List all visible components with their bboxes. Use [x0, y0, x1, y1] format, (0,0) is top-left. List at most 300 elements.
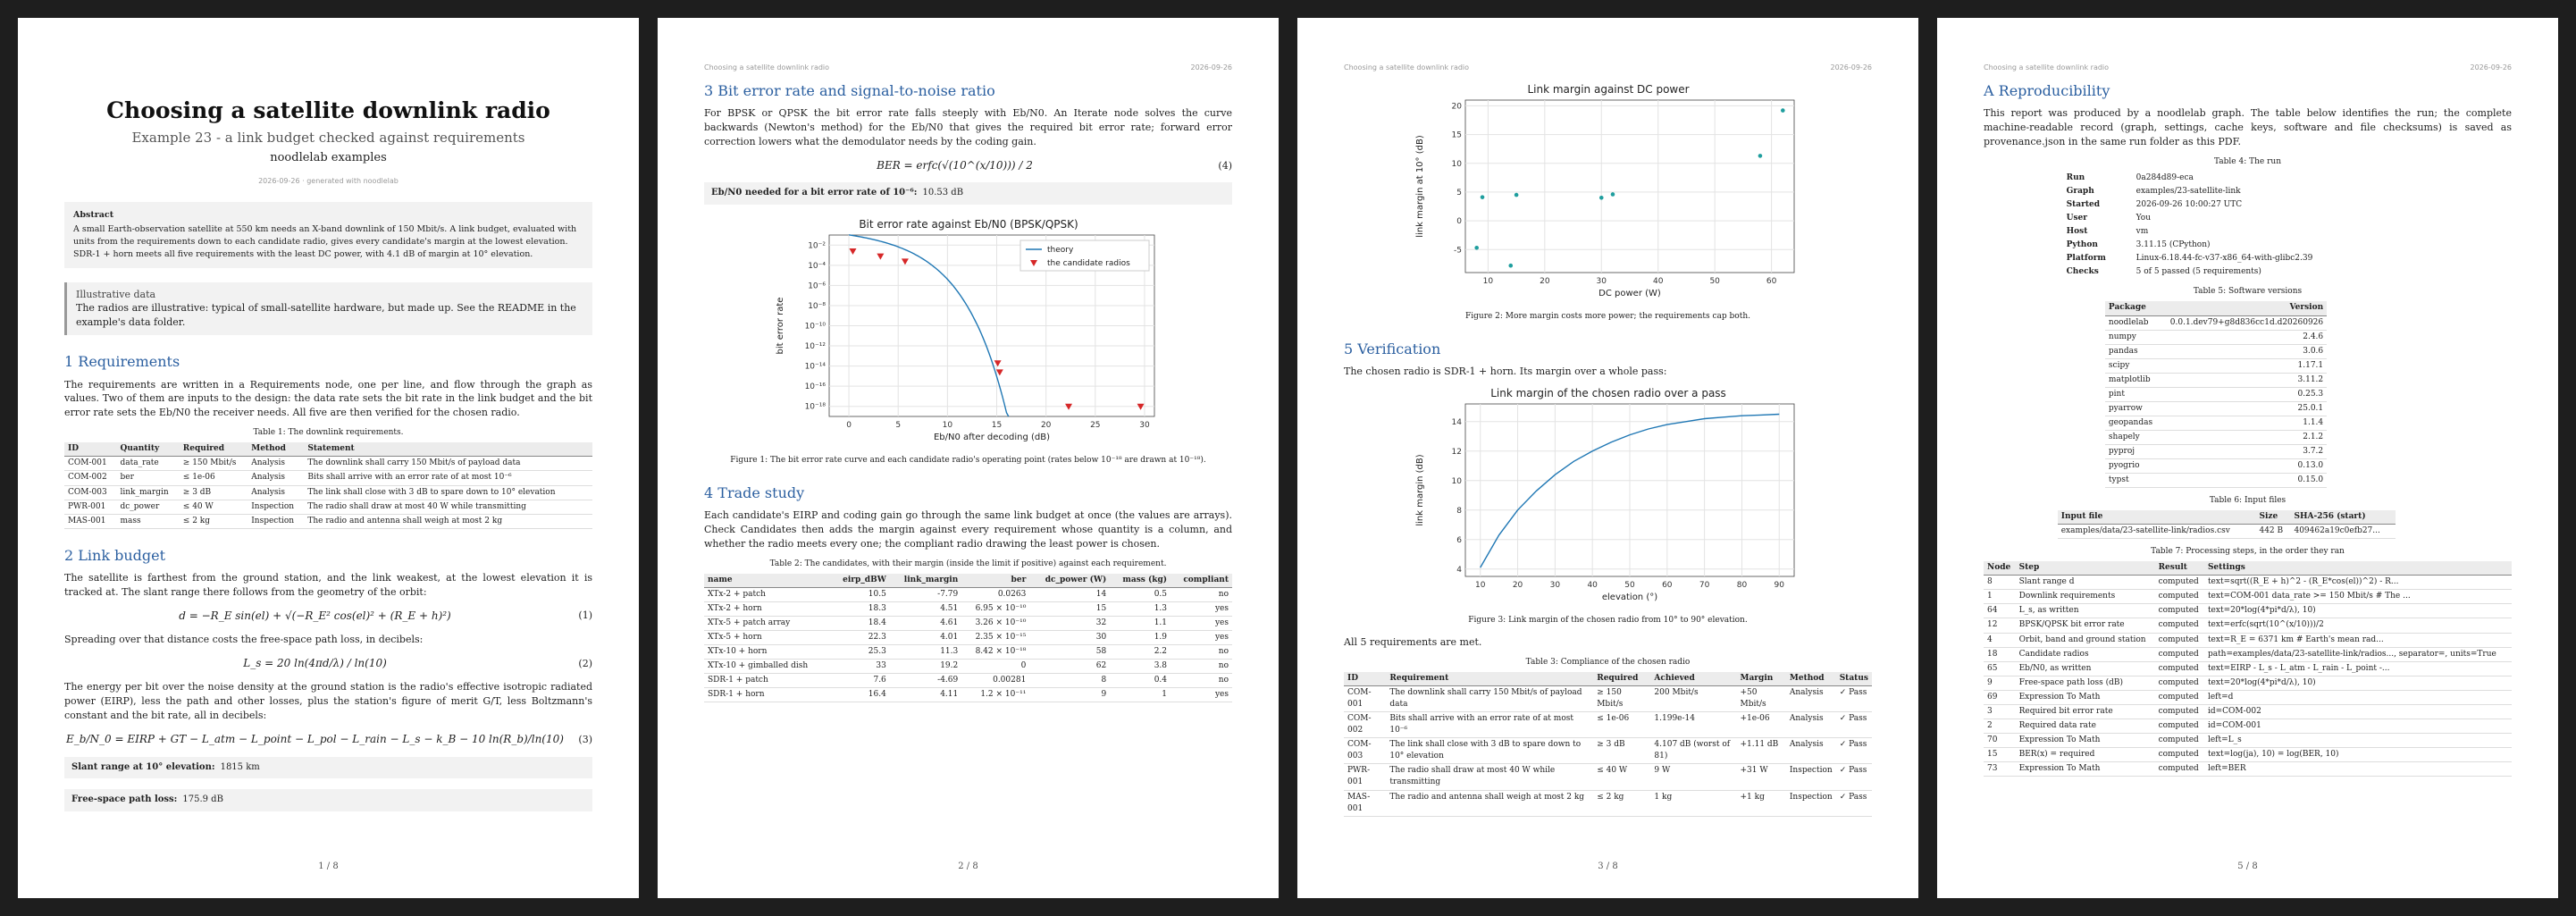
table-row — [2105, 358, 2327, 373]
table-cell: Orbit, band and ground station — [2016, 633, 2155, 647]
y-tick-label: 15 — [1451, 130, 1462, 140]
table-cell: 3 — [1984, 704, 2016, 719]
table-cell: 4.61 — [890, 617, 961, 631]
column-header: Quantity — [116, 442, 179, 457]
table-cell: Analysis — [248, 457, 304, 471]
equation-number: (3) — [578, 733, 592, 745]
table-cell: 0.5 — [1110, 587, 1171, 601]
column-header: Margin — [1736, 672, 1785, 686]
table-row — [2063, 252, 2390, 265]
table-cell: 0.0.1.dev79+g8d836cc1d.d20260926 — [2159, 315, 2327, 330]
figure-margin-power — [1344, 80, 1872, 304]
page-3 — [1297, 18, 1918, 898]
column-header: Statement — [304, 442, 592, 457]
margin-pass-chart — [1412, 384, 1805, 603]
data-point — [1758, 154, 1762, 158]
table-cell: XTx-5 + patch array — [704, 617, 830, 631]
table-cell: 0.15.0 — [2159, 474, 2327, 488]
x-tick-label: 80 — [1736, 581, 1747, 591]
table-cell: Slant range d — [2016, 576, 2155, 590]
table-cell: mass — [116, 514, 179, 528]
table-cell: COM-003 — [1344, 738, 1386, 764]
table-cell: computed — [2155, 704, 2204, 719]
equation-number: (1) — [578, 609, 592, 622]
table-cell: 4.11 — [890, 688, 961, 702]
table-cell: geopandas — [2105, 416, 2159, 430]
paragraph: This report was produced by a noodlelab graph. The table below identifies the run; the complete machine-readable record (graph, settings, cache keys, software and file checksums) is saved as provenance.json in the same run folder as this PDF. — [1984, 107, 2512, 148]
table-cell: Candidate radios — [2016, 647, 2155, 661]
table-cell: 58 — [1029, 645, 1110, 660]
table-cell: Bits shall arrive with an error rate of at most 10⁻⁶ — [1386, 712, 1593, 738]
illustrative-note — [64, 282, 592, 336]
table-cell: XTx-10 + gimballed dish — [704, 660, 830, 674]
table-cell: The link shall close with 3 dB to spare down to 10° elevation — [1386, 738, 1593, 764]
y-axis-label: link margin at 10° (dB) — [1414, 135, 1425, 238]
data-point — [1508, 264, 1513, 268]
table-cell: 0.00281 — [961, 674, 1029, 688]
table-cell: text=R_E = 6371 km # Earth's mean rad... — [2204, 633, 2512, 647]
requirements-table — [64, 442, 592, 528]
table-cell: computed — [2155, 576, 2204, 590]
plot-frame — [1465, 100, 1794, 273]
table-cell: 14 — [1029, 587, 1110, 601]
table-cell: ber — [116, 471, 179, 485]
table-cell: text=20*log(4*pi*d/λ), 10) — [2204, 604, 2512, 618]
table-cell: pyarrow — [2105, 401, 2159, 416]
abstract-heading: Abstract — [73, 210, 114, 221]
page-1 — [18, 18, 639, 898]
table-row — [704, 602, 1232, 617]
figure-caption: Figure 2: More margin costs more power; the requirements cap both. — [1465, 311, 1750, 321]
figure-margin-pass — [1344, 384, 1872, 608]
table-cell: BPSK/QPSK bit error rate — [2016, 618, 2155, 633]
column-header: Version — [2159, 301, 2327, 315]
table-cell: XTx-2 + patch — [704, 587, 830, 601]
column-header: Required — [1593, 672, 1650, 686]
table-cell: 64 — [1984, 604, 2016, 618]
table-cell: matplotlib — [2105, 373, 2159, 387]
table-row — [2063, 212, 2390, 225]
table-cell: ✓ Pass — [1836, 764, 1872, 790]
x-tick-label: 50 — [1708, 277, 1720, 286]
paragraph: The chosen radio is SDR-1 + horn. Its margin over a whole pass: — [1344, 366, 1667, 378]
input-files-table — [2058, 510, 2396, 539]
figure-caption: Figure 3: Link margin of the chosen radio from 10° to 90° elevation. — [1468, 616, 1748, 626]
running-title: Choosing a satellite downlink radio — [1984, 63, 2110, 71]
paragraph: For BPSK or QPSK the bit error rate falls steeply with Eb/N0. An Iterate node solves the curve backwards (Newton's method) for the Eb/N0 that gives the required bit error rate; forward error correction lowers what the demodulator needs by the coding gain. — [704, 107, 1232, 148]
table-cell: scipy — [2105, 358, 2159, 373]
table-cell: 4.107 dB (worst of 81) — [1650, 738, 1736, 764]
y-tick-label: 0 — [1456, 217, 1462, 227]
table-row — [2105, 458, 2327, 473]
table-cell: XTx-5 + horn — [704, 631, 830, 645]
table-cell: +50 Mbit/s — [1736, 686, 1785, 712]
x-tick-label: 0 — [845, 420, 852, 430]
table-row — [1344, 790, 1872, 816]
column-header: Method — [248, 442, 304, 457]
table-row — [1984, 590, 2512, 604]
table-caption: Table 4: The run — [2214, 157, 2281, 166]
table-row — [1344, 764, 1872, 790]
candidates-table — [704, 574, 1232, 702]
x-tick-label: 60 — [1661, 581, 1673, 591]
equation — [64, 732, 592, 747]
table-cell: BER(x) = required — [2016, 747, 2155, 761]
candidate-point — [901, 258, 908, 265]
table-cell: 9 W — [1650, 764, 1736, 790]
table-cell: XTx-2 + horn — [704, 602, 830, 617]
table-cell: +1.11 dB — [1736, 738, 1785, 764]
data-point — [1480, 195, 1484, 199]
y-tick-label: 10 — [1451, 159, 1462, 169]
table-row — [1344, 712, 1872, 738]
table-cell: Analysis — [1786, 738, 1836, 764]
table-cell: text=log(ja), 10) = log(BER, 10) — [2204, 747, 2512, 761]
equation — [704, 158, 1232, 173]
table-cell: 12 — [1984, 618, 2016, 633]
table-cell: 22.3 — [830, 631, 890, 645]
table-cell: XTx-10 + horn — [704, 645, 830, 660]
table-cell: COM-003 — [64, 485, 116, 500]
table-row — [704, 688, 1232, 702]
chart-title: Link margin of the chosen radio over a pass — [1489, 387, 1726, 400]
table-row — [2105, 430, 2327, 444]
table-cell: ≤ 2 kg — [1593, 790, 1650, 816]
table-cell: shapely — [2105, 430, 2159, 444]
table-cell: Bits shall arrive with an error rate of at most 10⁻⁶ — [304, 471, 592, 485]
table-cell: Inspection — [248, 500, 304, 514]
y-tick-label: 8 — [1456, 506, 1462, 516]
column-header: link_margin — [890, 574, 961, 588]
compliance-table — [1344, 672, 1872, 817]
table-row — [2105, 330, 2327, 344]
x-tick-label: 5 — [894, 420, 901, 430]
table-cell: computed — [2155, 747, 2204, 761]
table-row — [2063, 225, 2390, 239]
column-header: ber — [961, 574, 1029, 588]
page-2 — [658, 18, 1279, 898]
column-header: Achieved — [1650, 672, 1736, 686]
table-cell: text=sqrt((R_E + h)^2 - (R_E*cos(el))^2) - R... — [2204, 576, 2512, 590]
table-cell: computed — [2155, 733, 2204, 747]
chart-title: Bit error rate against Eb/N0 (BPSK/QPSK) — [858, 217, 1078, 231]
x-tick-label: 30 — [1549, 581, 1560, 591]
table-cell: pint — [2105, 387, 2159, 401]
table-cell: 3.26 × 10⁻¹⁰ — [961, 617, 1029, 631]
table-cell: text=COM-001 data_rate >= 150 Mbit/s # The ... — [2204, 590, 2512, 604]
equation — [64, 656, 592, 671]
table-row — [1984, 618, 2512, 633]
column-header: mass (kg) — [1110, 574, 1171, 588]
table-row — [2105, 344, 2327, 358]
table-cell: Eb/N0, as written — [2016, 661, 2155, 676]
table-row — [1984, 761, 2512, 776]
table-cell: Python — [2066, 240, 2098, 250]
table-cell: COM-001 — [64, 457, 116, 471]
x-tick-label: 30 — [1596, 277, 1607, 286]
data-point — [1514, 193, 1518, 197]
data-point — [1598, 196, 1603, 200]
table-cell: ✓ Pass — [1836, 790, 1872, 816]
table-cell: 1 — [1110, 688, 1171, 702]
table-cell: left=L_s — [2204, 733, 2512, 747]
column-header: compliant — [1171, 574, 1232, 588]
table-caption: Table 3: Compliance of the chosen radio — [1525, 658, 1691, 668]
candidate-point — [849, 248, 856, 255]
table-cell: 18.3 — [830, 602, 890, 617]
section-heading: 3 Bit error rate and signal-to-noise ratio — [704, 82, 995, 99]
table-row — [2063, 198, 2390, 212]
column-header: Size — [2255, 510, 2290, 525]
table-cell: -4.69 — [890, 674, 961, 688]
table-cell: Required data rate — [2016, 719, 2155, 733]
table-row — [1984, 576, 2512, 590]
table-cell: computed — [2155, 661, 2204, 676]
table-cell: text=20*log(4*pi*d/λ), 10) — [2204, 676, 2512, 690]
table-cell: 1 — [1984, 590, 2016, 604]
table-cell: 69 — [1984, 690, 2016, 704]
table-cell: 1.199e-14 — [1650, 712, 1736, 738]
result-value: 1815 km — [220, 761, 260, 772]
candidate-point — [877, 254, 884, 260]
y-tick-label: 14 — [1451, 417, 1462, 427]
table-row — [1984, 719, 2512, 733]
y-tick-label: 12 — [1451, 447, 1462, 457]
table-cell: 1.1.4 — [2159, 416, 2327, 430]
table-cell: 2.4.6 — [2159, 330, 2327, 344]
column-header: eirp_dBW — [830, 574, 890, 588]
table-cell: 2.1.2 — [2159, 430, 2327, 444]
table-row — [2063, 185, 2390, 198]
table-cell: COM-001 — [1344, 686, 1386, 712]
running-header — [704, 63, 1232, 73]
page-number: 2 / 8 — [958, 861, 978, 871]
section-heading: 2 Link budget — [64, 546, 166, 564]
table-cell: Started — [2066, 200, 2101, 210]
table-cell: 3.0.6 — [2159, 344, 2327, 358]
table-caption: Table 2: The candidates, with their margin (inside the limit if positive) against each requirement. — [769, 559, 1167, 568]
y-tick-label: 10⁻⁴ — [807, 261, 826, 271]
y-tick-label: 10⁻¹⁰ — [804, 322, 826, 332]
table-cell: 10.5 — [830, 587, 890, 601]
table-cell: 9 — [1029, 688, 1110, 702]
table-row — [1984, 676, 2512, 690]
table-cell: The radio shall draw at most 40 W while transmitting — [1386, 764, 1593, 790]
table-cell: 1.9 — [1110, 631, 1171, 645]
table-row — [2105, 401, 2327, 416]
column-header: Method — [1786, 672, 1836, 686]
page-number: 1 / 8 — [318, 861, 339, 871]
table-row — [1984, 704, 2512, 719]
note-heading: Illustrative data — [76, 288, 156, 300]
table-cell: 5 of 5 passed (5 requirements) — [2135, 267, 2261, 277]
table-cell: Platform — [2066, 254, 2106, 264]
column-header: Status — [1836, 672, 1872, 686]
table-cell: ≤ 40 W — [180, 500, 248, 514]
table-cell: Linux-6.18.44-fc-v37-x86_64-with-glibc2.39 — [2135, 254, 2313, 264]
x-tick-label: 10 — [942, 420, 952, 430]
section-heading: 5 Verification — [1344, 340, 1441, 357]
table-row — [1984, 633, 2512, 647]
x-tick-label: 40 — [1652, 277, 1663, 286]
table-caption: Table 5: Software versions — [2193, 287, 2303, 297]
table-cell: 2026-09-26 10:00:27 UTC — [2135, 200, 2243, 210]
table-row — [64, 457, 592, 471]
page-4 — [1937, 18, 2558, 898]
table-row — [1984, 661, 2512, 676]
table-cell: Free-space path loss (dB) — [2016, 676, 2155, 690]
x-tick-label: 30 — [1138, 420, 1150, 430]
table-cell: The downlink shall carry 150 Mbit/s of payload data — [304, 457, 592, 471]
figure-caption: Figure 1: The bit error rate curve and each candidate radio's operating point (rates below 10⁻¹⁸ are drawn at 10⁻¹⁸). — [730, 455, 1206, 465]
y-tick-label: 10⁻² — [807, 241, 826, 251]
paragraph: The requirements are written in a Requirements node, one per line, and flow through the graph as values. Two of them are inputs to the design: the data rate sets the bit rate in the link budget and the bit error rate sets the Eb/N0 the receiver needs. All five are then verified for the chosen radio. — [64, 378, 592, 419]
table-cell: no — [1171, 645, 1232, 660]
paragraph: Each candidate's EIRP and coding gain go through the same link budget at once (the values are arrays). Check Candidates then adds the margin against every requirement whose quantity is a column, and whether the radio meets every one; the compliant radio drawing the least power is chosen. — [704, 509, 1232, 550]
table-row — [64, 471, 592, 485]
y-tick-label: 10⁻⁶ — [807, 282, 826, 291]
chart-title: Link margin against DC power — [1526, 83, 1690, 96]
generated-date: 2026-09-26 · generated with noodlelab — [258, 176, 399, 185]
table-cell: 18 — [1984, 647, 2016, 661]
table-cell: 32 — [1029, 617, 1110, 631]
table-cell: 6.95 × 10⁻¹⁰ — [961, 602, 1029, 617]
section-heading: A Reproducibility — [1984, 82, 2110, 99]
paragraph: Spreading over that distance costs the free-space path loss, in decibels: — [64, 634, 424, 646]
table-cell: ≥ 150 Mbit/s — [1593, 686, 1650, 712]
paragraph: All 5 requirements are met. — [1344, 636, 1482, 649]
table-cell: 4 — [1984, 633, 2016, 647]
table-row — [704, 660, 1232, 674]
column-header: ID — [64, 442, 116, 457]
table-cell: Host — [2066, 227, 2088, 237]
table-cell: PWR-001 — [64, 500, 116, 514]
table-cell: 62 — [1029, 660, 1110, 674]
running-header — [1344, 63, 1872, 73]
table-cell: 8 — [1029, 674, 1110, 688]
table-cell: Expression To Math — [2016, 733, 2155, 747]
data-point — [1781, 108, 1785, 113]
y-tick-label: 10⁻¹⁶ — [804, 382, 826, 392]
table-cell: User — [2066, 214, 2088, 223]
table-cell: 8 — [1984, 576, 2016, 590]
table-cell: 2.35 × 10⁻¹⁵ — [961, 631, 1029, 645]
document-subtitle: Example 23 - a link budget checked against requirements — [131, 130, 525, 147]
table-cell: 7.6 — [830, 674, 890, 688]
table-cell: pyogrio — [2105, 458, 2159, 473]
y-tick-label: 4 — [1456, 565, 1462, 575]
x-tick-label: 50 — [1624, 581, 1635, 591]
table-row — [704, 674, 1232, 688]
column-header: Step — [2016, 561, 2155, 576]
result-label: Free-space path loss: — [71, 794, 178, 805]
table-cell: The radio and antenna shall weigh at most 2 kg — [304, 514, 592, 528]
table-cell: path=examples/data/23-satellite-link/radios..., separator=, units=True — [2204, 647, 2512, 661]
table-cell: 0a284d89-eca — [2135, 173, 2194, 183]
table-cell: 0.0263 — [961, 587, 1029, 601]
table-row — [704, 587, 1232, 601]
table-cell: 0.25.3 — [2159, 387, 2327, 401]
column-header: ID — [1344, 672, 1386, 686]
data-point — [1610, 192, 1615, 197]
table-cell: Expression To Math — [2016, 690, 2155, 704]
x-tick-label: 40 — [1586, 581, 1598, 591]
table-cell: 2.2 — [1110, 645, 1171, 660]
table-cell: L_s, as written — [2016, 604, 2155, 618]
data-point — [1474, 246, 1479, 250]
table-cell: 2 — [1984, 719, 2016, 733]
table-cell: yes — [1171, 602, 1232, 617]
table-cell: 442 B — [2255, 525, 2290, 539]
table-cell: +1e-06 — [1736, 712, 1785, 738]
table-cell: examples/23-satellite-link — [2135, 187, 2241, 197]
table-cell: ≥ 3 dB — [180, 485, 248, 500]
table-cell: no — [1171, 674, 1232, 688]
running-header — [1984, 63, 2512, 73]
y-tick-label: 10⁻⁸ — [807, 301, 826, 311]
table-cell: computed — [2155, 761, 2204, 776]
equation-number: (2) — [578, 657, 592, 669]
y-tick-label: 6 — [1456, 535, 1462, 545]
table-row — [2105, 387, 2327, 401]
x-tick-label: 15 — [991, 420, 1002, 430]
y-axis-label: link margin (dB) — [1414, 454, 1425, 526]
table-cell: typst — [2105, 474, 2159, 488]
x-tick-label: 10 — [1482, 277, 1493, 286]
table-row — [1984, 690, 2512, 704]
table-cell: left=d — [2204, 690, 2512, 704]
table-cell: ≥ 150 Mbit/s — [180, 457, 248, 471]
table-cell: 0 — [961, 660, 1029, 674]
table-cell: 15 — [1029, 602, 1110, 617]
x-tick-label: 60 — [1766, 277, 1776, 286]
table-cell: computed — [2155, 647, 2204, 661]
table-cell: id=COM-002 — [2204, 704, 2512, 719]
x-tick-label: 90 — [1774, 581, 1784, 591]
table-cell: dc_power — [116, 500, 179, 514]
x-tick-label: 20 — [1040, 420, 1051, 430]
table-cell: 3.11.2 — [2159, 373, 2327, 387]
table-cell: 16.4 — [830, 688, 890, 702]
table-cell: The link shall close with 3 dB to spare down to 10° elevation — [304, 485, 592, 500]
table-cell: 8.42 × 10⁻¹⁸ — [961, 645, 1029, 660]
table-cell: 4.51 — [890, 602, 961, 617]
table-row — [1984, 647, 2512, 661]
table-cell: Required bit error rate — [2016, 704, 2155, 719]
column-header: SHA-256 (start) — [2290, 510, 2396, 525]
ber-chart — [772, 215, 1165, 443]
y-axis-label: bit error rate — [775, 297, 785, 355]
table-cell: SDR-1 + horn — [704, 688, 830, 702]
table-cell: vm — [2135, 227, 2149, 237]
equation-body: d = −R_E sin(el) + √(−R_E² cos(el)² + (R_E + h)²) — [179, 609, 451, 622]
table-cell: computed — [2155, 690, 2204, 704]
section-heading: 1 Requirements — [64, 353, 180, 371]
running-date: 2026-09-26 — [1830, 63, 1872, 71]
result-label: Eb/N0 needed for a bit error rate of 10⁻⁶: — [711, 188, 918, 198]
x-tick-label: 25 — [1089, 420, 1101, 430]
table-cell: yes — [1171, 617, 1232, 631]
running-title: Choosing a satellite downlink radio — [1344, 63, 1470, 71]
note-text: The radios are illustrative: typical of small-satellite hardware, but made up. See the README in the example's data folder. — [76, 302, 576, 329]
result-value: 175.9 dB — [182, 794, 223, 805]
table-row — [64, 514, 592, 528]
table-cell: 15 — [1984, 747, 2016, 761]
table-caption: Table 6: Input files — [2209, 496, 2287, 506]
table-cell: computed — [2155, 719, 2204, 733]
table-cell: The downlink shall carry 150 Mbit/s of payload data — [1386, 686, 1593, 712]
table-cell: 65 — [1984, 661, 2016, 676]
